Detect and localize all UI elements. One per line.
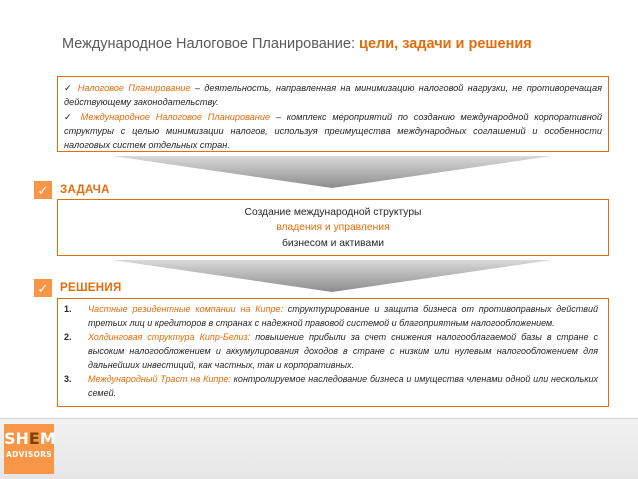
task-box — [57, 199, 609, 256]
solution-title: Международный Траст на Кипре: — [88, 373, 231, 384]
solution-text: структурирование и защита бизнеса от противоправных действий третьих лиц и кредиторов в странах с надежной правовой системой и благоприятным налогообложением. — [88, 304, 598, 328]
intro-term-1: Налоговое Планирование — [77, 83, 191, 93]
check-icon: ✓ — [64, 111, 75, 122]
solution-item — [64, 373, 598, 401]
task-line-3: бизнесом и активами — [281, 237, 385, 249]
solution-text: повышение прибыли за счет снижения налогооблагаемой базы в стране с высоким налогообложением и аккумулирования доходов в стране с низким или нулевым налогообложением для дальнейших инвестиций, как частных, так и корпоративных. — [88, 331, 599, 370]
solution-title: Частные резидентные компании на Кипре: — [88, 304, 284, 314]
footer-band — [0, 418, 638, 479]
solution-number: 1. — [64, 304, 72, 314]
solution-number: 2. — [64, 331, 72, 342]
logo-brand: SHEM — [4, 429, 56, 448]
company-logo — [4, 424, 54, 474]
intro-term-2: Международное Налоговое Планирование — [80, 111, 271, 122]
solution-number: 3. — [64, 373, 72, 384]
page-title — [62, 36, 622, 52]
intro-item-2 — [64, 110, 602, 153]
solution-item — [64, 303, 598, 331]
solution-text: контролируемое наследование бизнеса и имущества членами одной или нескольких семей. — [88, 373, 598, 398]
task-label: ЗАДАЧА — [60, 184, 110, 196]
down-arrow-icon — [112, 156, 552, 188]
intro-text-1: – деятельность, направленная на минимизацию налоговой нагрузки, не противоречащая действующему законодательству. — [64, 83, 602, 108]
down-arrow-icon — [112, 260, 552, 292]
check-icon: ✓ — [64, 83, 74, 93]
title-main: Международное Налоговое Планирование: — [62, 36, 356, 52]
intro-item-1 — [64, 81, 602, 110]
check-icon: ✓ — [34, 279, 52, 297]
check-icon: ✓ — [34, 181, 52, 199]
footer-divider — [0, 418, 638, 419]
solutions-box — [57, 298, 609, 407]
intro-text-2: – комплекс мероприятий по созданию международной корпоративной структуры с целью минимизации налогов, используя преимущества международных соглашений и особенности налоговых систем отдельных стран. — [64, 111, 602, 150]
title-accent: цели, задачи и решения — [359, 36, 532, 52]
solution-title: Холдинговая структура Кипр-Белиз: — [88, 331, 251, 342]
intro-box — [57, 76, 609, 152]
solutions-header — [34, 279, 122, 297]
solution-item — [64, 331, 598, 373]
logo-sub: ADVISORS — [6, 449, 52, 459]
task-header — [34, 181, 110, 199]
task-line-2: владения и управления — [276, 222, 390, 234]
solutions-label: РЕШЕНИЯ — [60, 282, 122, 294]
task-line-1: Создание международной структуры — [244, 207, 422, 218]
